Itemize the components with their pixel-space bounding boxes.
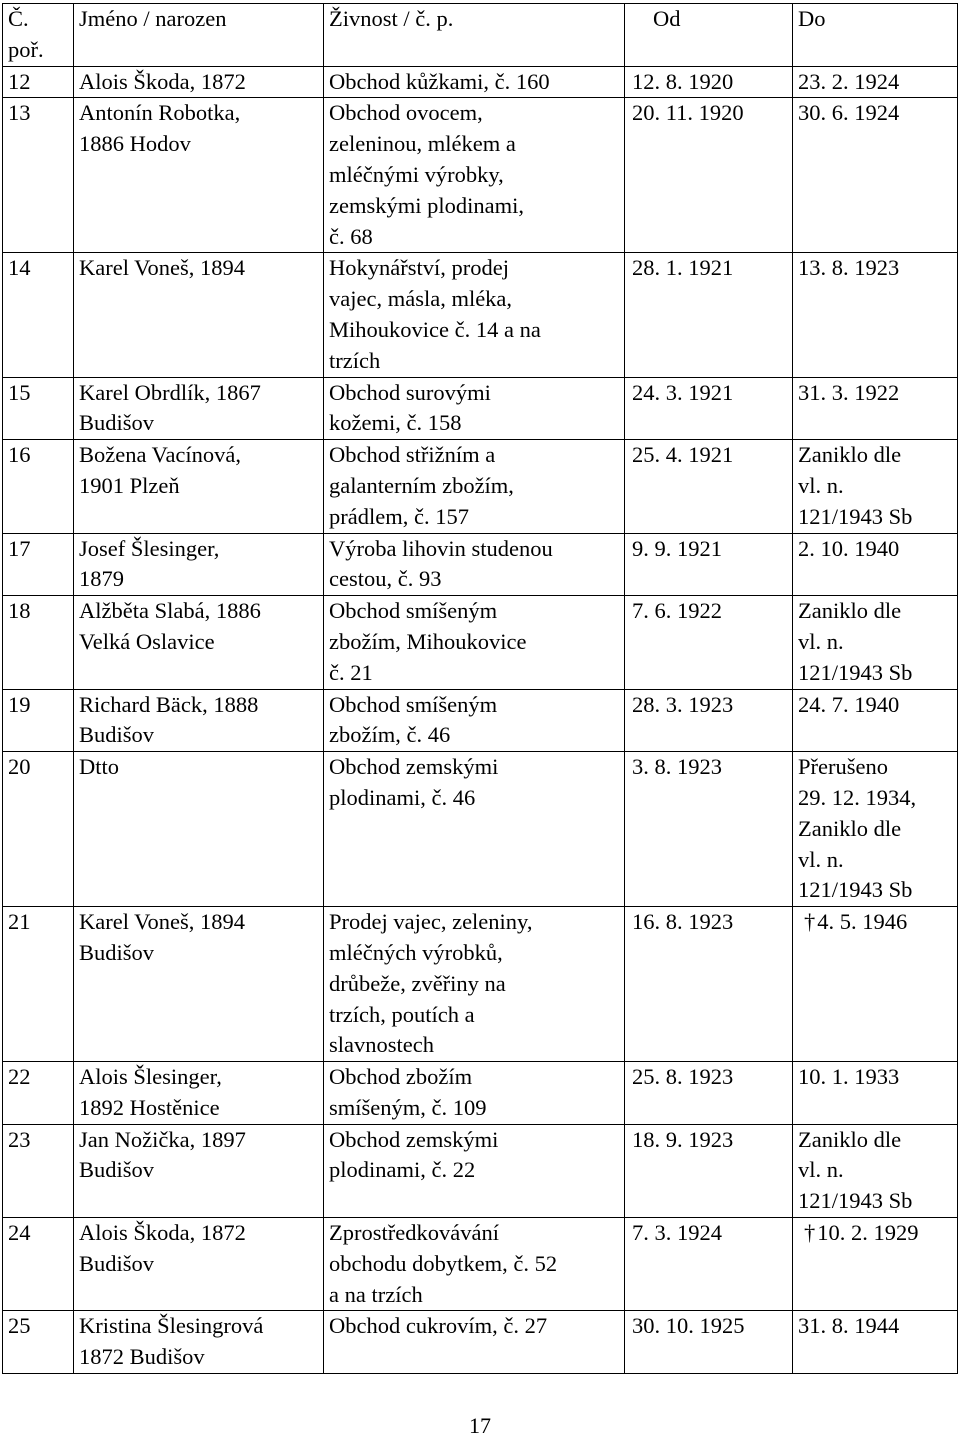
to-line: 10. 1. 1933 [798, 1064, 900, 1090]
name-line: Božena Vacínová, [79, 442, 242, 468]
to-cell [793, 66, 958, 98]
from-date: 18. 9. 1923 [625, 1124, 793, 1217]
from-date: 12. 8. 1920 [625, 66, 793, 98]
table-row [3, 1124, 958, 1217]
name-cell [74, 596, 324, 689]
name-cell [74, 440, 324, 533]
row-number: 17 [3, 533, 74, 596]
trade-line: Zprostředkovávání [329, 1220, 499, 1246]
to-line: 121/1943 Sb [798, 659, 913, 685]
name-line: Budišov [79, 939, 155, 965]
to-line: vl. n. [798, 846, 844, 872]
name-line: Alois Šlesinger, [79, 1064, 222, 1090]
trade-line: mléčných výrobků, [329, 939, 503, 965]
trade-line: Prodej vajec, zeleniny, [329, 909, 533, 935]
trade-line: Obchod cukrovím, č. 27 [329, 1313, 548, 1339]
to-cell [793, 907, 958, 1062]
table-row [3, 1218, 958, 1311]
trade-line: kožemi, č. 158 [329, 410, 462, 436]
trade-cell [324, 98, 625, 253]
name-line: Alois Škoda, 1872 [79, 1220, 246, 1246]
name-line: 1879 [79, 566, 124, 592]
from-date: 24. 3. 1921 [625, 377, 793, 440]
name-cell [74, 377, 324, 440]
to-line [798, 907, 957, 938]
name-line: Dtto [79, 754, 120, 780]
name-line: 1901 Plzeň [79, 472, 180, 498]
trade-cell [324, 596, 625, 689]
from-date: 30. 10. 1925 [625, 1311, 793, 1374]
trade-line: obchodu dobytkem, č. 52 [329, 1250, 558, 1276]
trade-line: plodinami, č. 22 [329, 1157, 476, 1183]
trade-cell [324, 752, 625, 907]
trade-cell [324, 689, 625, 752]
trade-line: Výroba lihovin studenou [329, 535, 553, 561]
name-line: Antonín Robotka, [79, 100, 241, 126]
trade-line: plodinami, č. 46 [329, 784, 476, 810]
trade-line: Hokynářství, prodej [329, 255, 509, 281]
to-line: Zaniklo dle [798, 598, 902, 624]
trade-line: Obchod střižním a [329, 442, 496, 468]
trade-line: a na trzích [329, 1281, 423, 1307]
table-row [3, 98, 958, 253]
table-header-row [3, 4, 958, 67]
from-date: 25. 4. 1921 [625, 440, 793, 533]
name-line: Budišov [79, 722, 155, 748]
trade-line: Obchod zemskými [329, 1126, 499, 1152]
name-line: Alois Škoda, 1872 [79, 68, 246, 94]
name-line: 1886 Hodov [79, 131, 191, 157]
name-cell [74, 533, 324, 596]
to-line: vl. n. [798, 628, 844, 654]
trade-cell [324, 66, 625, 98]
to-line: 31. 8. 1944 [798, 1313, 900, 1339]
from-date: 28. 1. 1921 [625, 253, 793, 377]
trade-line: Obchod zemskými [329, 754, 499, 780]
name-cell [74, 66, 324, 98]
row-number: 19 [3, 689, 74, 752]
name-line: Karel Obrdlík, 1867 [79, 379, 261, 405]
trade-cell [324, 440, 625, 533]
trade-line: Obchod kůžkami, č. 160 [329, 68, 550, 94]
row-number: 15 [3, 377, 74, 440]
name-cell [74, 907, 324, 1062]
header-num-line-2: poř. [8, 36, 44, 62]
name-cell [74, 752, 324, 907]
trade-line: mléčnými výrobky, [329, 161, 504, 187]
trade-cell [324, 533, 625, 596]
trade-cell [324, 377, 625, 440]
row-number: 16 [3, 440, 74, 533]
row-number: 14 [3, 253, 74, 377]
trade-line: č. 21 [329, 659, 373, 685]
trade-line: prádlem, č. 157 [329, 503, 469, 529]
name-line: Budišov [79, 410, 155, 436]
header-from: Od [625, 4, 793, 67]
name-line: Karel Voneš, 1894 [79, 255, 246, 281]
to-line: Zaniklo dle [798, 1126, 902, 1152]
name-line: Budišov [79, 1250, 155, 1276]
header-num-line-1: Č. [8, 6, 29, 31]
table-row [3, 907, 958, 1062]
name-line: Richard Bäck, 1888 [79, 691, 259, 717]
table-row [3, 253, 958, 377]
row-number: 25 [3, 1311, 74, 1374]
name-line: Budišov [79, 1157, 155, 1183]
name-line: 1892 Hostěnice [79, 1094, 220, 1120]
name-cell [74, 98, 324, 253]
to-cell [793, 98, 958, 253]
to-line: 31. 3. 1922 [798, 379, 900, 405]
name-line: Karel Voneš, 1894 [79, 909, 246, 935]
trade-line: zemskými plodinami, [329, 192, 524, 218]
trade-line: trzích [329, 347, 381, 373]
trade-line: Obchod ovocem, [329, 100, 483, 126]
row-number: 22 [3, 1062, 74, 1125]
from-date: 28. 3. 1923 [625, 689, 793, 752]
to-line: Přerušeno [798, 754, 888, 780]
trade-cell [324, 1218, 625, 1311]
to-cell [793, 689, 958, 752]
name-cell [74, 689, 324, 752]
to-cell [793, 1311, 958, 1374]
name-cell [74, 253, 324, 377]
trade-cell [324, 907, 625, 1062]
death-cross-icon [804, 1220, 815, 1245]
table-row [3, 440, 958, 533]
trade-cell [324, 1062, 625, 1125]
name-line: 1872 Budišov [79, 1344, 205, 1370]
row-number: 24 [3, 1218, 74, 1311]
trade-line: smíšeným, č. 109 [329, 1094, 487, 1120]
row-number: 13 [3, 98, 74, 253]
row-number: 21 [3, 907, 74, 1062]
to-cell [793, 377, 958, 440]
trade-line: drůbeže, zvěřiny na [329, 970, 506, 996]
to-line: 23. 2. 1924 [798, 68, 900, 94]
from-date: 3. 8. 1923 [625, 752, 793, 907]
row-number: 23 [3, 1124, 74, 1217]
to-cell [793, 253, 958, 377]
to-line: 30. 6. 1924 [798, 100, 900, 126]
table-row [3, 533, 958, 596]
trade-cell [324, 1311, 625, 1374]
name-line: Velká Oslavice [79, 628, 215, 654]
trade-line: Obchod zbožím [329, 1064, 473, 1090]
from-date: 7. 6. 1922 [625, 596, 793, 689]
table-row [3, 752, 958, 907]
to-line: 2. 10. 1940 [798, 535, 900, 561]
name-line: Kristina Šlesingrová [79, 1313, 264, 1339]
to-cell [793, 596, 958, 689]
trade-line: trzích, poutích a [329, 1001, 475, 1027]
to-line [798, 1218, 957, 1249]
death-cross-icon [804, 909, 815, 934]
trade-line: Obchod surovými [329, 379, 491, 405]
trade-cell [324, 253, 625, 377]
trade-line: galanterním zbožím, [329, 472, 514, 498]
to-line: Zaniklo dle [798, 815, 902, 841]
to-line: 121/1943 Sb [798, 503, 913, 529]
trade-line: slavnostech [329, 1032, 434, 1058]
name-line: Jan Nožička, 1897 [79, 1126, 246, 1152]
death-date: 4. 5. 1946 [817, 909, 908, 935]
table-row [3, 377, 958, 440]
to-line: 29. 12. 1934, [798, 784, 917, 810]
trade-line: Obchod smíšeným [329, 691, 498, 717]
from-date: 20. 11. 1920 [625, 98, 793, 253]
trade-line: zbožím, č. 46 [329, 722, 451, 748]
trade-line: zbožím, Mihoukovice [329, 628, 527, 654]
page-number: 17 [469, 1413, 491, 1438]
to-line: vl. n. [798, 1157, 844, 1183]
to-line: 121/1943 Sb [798, 1188, 913, 1214]
to-cell [793, 533, 958, 596]
name-line: Alžběta Slabá, 1886 [79, 598, 261, 624]
trade-line: Obchod smíšeným [329, 598, 498, 624]
to-cell [793, 440, 958, 533]
to-line: 24. 7. 1940 [798, 691, 900, 717]
to-cell [793, 1124, 958, 1217]
from-date: 7. 3. 1924 [625, 1218, 793, 1311]
trade-line: č. 68 [329, 223, 373, 249]
name-line: Josef Šlesinger, [79, 535, 220, 561]
row-number: 12 [3, 66, 74, 98]
trade-cell [324, 1124, 625, 1217]
table-row [3, 596, 958, 689]
trade-line: vajec, másla, mléka, [329, 286, 513, 312]
to-line: vl. n. [798, 472, 844, 498]
name-cell [74, 1062, 324, 1125]
to-cell [793, 752, 958, 907]
to-cell [793, 1218, 958, 1311]
row-number: 20 [3, 752, 74, 907]
table-row [3, 689, 958, 752]
header-name: Jméno / narozen [74, 4, 324, 67]
from-date: 25. 8. 1923 [625, 1062, 793, 1125]
table-row [3, 66, 958, 98]
to-line: 13. 8. 1923 [798, 255, 900, 281]
header-to: Do [793, 4, 958, 67]
name-cell [74, 1124, 324, 1217]
registry-table [2, 3, 958, 1374]
row-number: 18 [3, 596, 74, 689]
to-line: 121/1943 Sb [798, 877, 913, 903]
trade-line: cestou, č. 93 [329, 566, 442, 592]
to-line: Zaniklo dle [798, 442, 902, 468]
from-date: 9. 9. 1921 [625, 533, 793, 596]
from-date: 16. 8. 1923 [625, 907, 793, 1062]
name-cell [74, 1218, 324, 1311]
header-num [3, 4, 74, 67]
death-date: 10. 2. 1929 [817, 1220, 919, 1246]
trade-line: Mihoukovice č. 14 a na [329, 316, 541, 342]
table-row [3, 1062, 958, 1125]
registry-table-body [3, 4, 958, 1374]
table-row [3, 1311, 958, 1374]
name-cell [74, 1311, 324, 1374]
trade-line: zeleninou, mlékem a [329, 131, 516, 157]
to-cell [793, 1062, 958, 1125]
header-trade: Živnost / č. p. [324, 4, 625, 67]
